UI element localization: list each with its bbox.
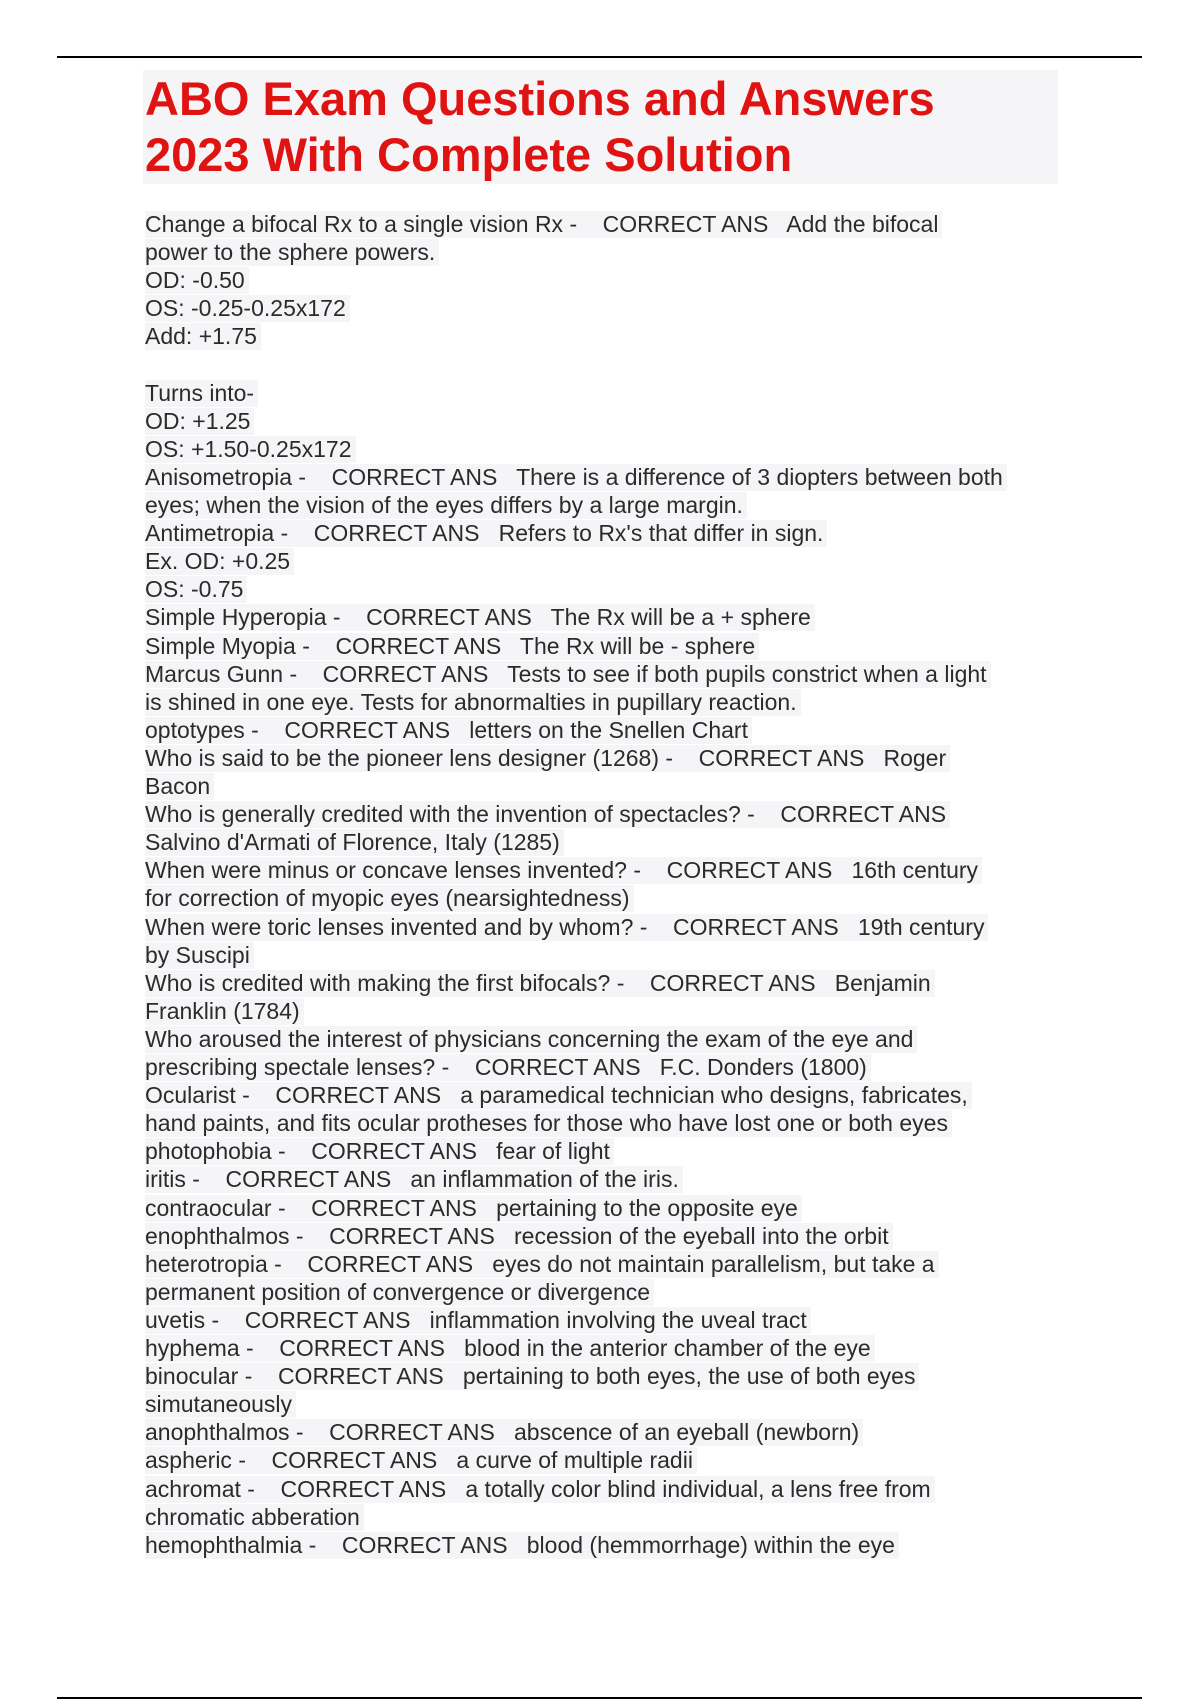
bottom-rule (57, 1697, 1142, 1699)
qa-line: optotypes - CORRECT ANS letters on the Snellen Chart (145, 717, 752, 744)
qa-line: prescribing spectale lenses? - CORRECT ANS F.C. Donders (1800) (145, 1054, 871, 1081)
qa-line: Antimetropia - CORRECT ANS Refers to Rx's that differ in sign. (145, 520, 827, 547)
qa-line: by Suscipi (145, 942, 254, 969)
qa-line: Who is said to be the pioneer lens designer (1268) - CORRECT ANS Roger (145, 745, 950, 772)
qa-line: Bacon (145, 773, 214, 800)
qa-line: OS: -0.25-0.25x172 (145, 295, 350, 322)
qa-line: is shined in one eye. Tests for abnormalties in pupillary reaction. (145, 689, 801, 716)
qa-line: Marcus Gunn - CORRECT ANS Tests to see if both pupils constrict when a light (145, 661, 991, 688)
qa-line: When were minus or concave lenses invented? - CORRECT ANS 16th century (145, 857, 982, 884)
qa-line: power to the sphere powers. (145, 239, 439, 266)
qa-line: Franklin (1784) (145, 998, 304, 1025)
qa-line: permanent position of convergence or divergence (145, 1279, 654, 1306)
qa-line: uvetis - CORRECT ANS inflammation involving the uveal tract (145, 1307, 811, 1334)
qa-line: Simple Myopia - CORRECT ANS The Rx will be - sphere (145, 633, 759, 660)
qa-line: Add: +1.75 (145, 323, 261, 350)
qa-line: Ocularist - CORRECT ANS a paramedical technician who designs, fabricates, (145, 1082, 972, 1109)
qa-line: eyes; when the vision of the eyes differs by a large margin. (145, 492, 747, 519)
qa-line: Who is generally credited with the invention of spectacles? - CORRECT ANS (145, 801, 950, 828)
qa-line: hand paints, and fits ocular protheses for those who have lost one or both eyes (145, 1110, 952, 1137)
qa-line: Change a bifocal Rx to a single vision Rx - CORRECT ANS Add the bifocal (145, 211, 942, 238)
qa-line: hemophthalmia - CORRECT ANS blood (hemmorrhage) within the eye (145, 1532, 899, 1559)
qa-line: Salvino d'Armati of Florence, Italy (1285) (145, 829, 564, 856)
qa-line: for correction of myopic eyes (nearsightedness) (145, 885, 634, 912)
qa-line: Anisometropia - CORRECT ANS There is a difference of 3 diopters between both (145, 464, 1007, 491)
qa-line: Ex. OD: +0.25 (145, 548, 294, 575)
qa-line: aspheric - CORRECT ANS a curve of multiple radii (145, 1447, 697, 1474)
qa-line: photophobia - CORRECT ANS fear of light (145, 1138, 614, 1165)
qa-line: contraocular - CORRECT ANS pertaining to the opposite eye (145, 1195, 802, 1222)
qa-line: iritis - CORRECT ANS an inflammation of the iris. (145, 1166, 683, 1193)
qa-line: OS: +1.50-0.25x172 (145, 436, 356, 463)
qa-line: When were toric lenses invented and by whom? - CORRECT ANS 19th century (145, 914, 988, 941)
qa-line: chromatic abberation (145, 1504, 364, 1531)
page-title-line-1: ABO Exam Questions and Answers (145, 72, 935, 125)
qa-line: achromat - CORRECT ANS a totally color blind individual, a lens free from (145, 1476, 935, 1503)
qa-line: anophthalmos - CORRECT ANS abscence of an eyeball (newborn) (145, 1419, 863, 1446)
qa-line: Simple Hyperopia - CORRECT ANS The Rx will be a + sphere (145, 604, 815, 631)
qa-line: binocular - CORRECT ANS pertaining to both eyes, the use of both eyes (145, 1363, 919, 1390)
qa-line: Who aroused the interest of physicians concerning the exam of the eye and (145, 1026, 917, 1053)
qa-line: enophthalmos - CORRECT ANS recession of the eyeball into the orbit (145, 1223, 893, 1250)
qa-line: simutaneously (145, 1391, 296, 1418)
qa-line: Turns into- (145, 380, 258, 407)
qa-line: hyphema - CORRECT ANS blood in the anterior chamber of the eye (145, 1335, 875, 1362)
qa-line: Who is credited with making the first bifocals? - CORRECT ANS Benjamin (145, 970, 935, 997)
qa-line: OD: -0.50 (145, 267, 249, 294)
qa-line: heterotropia - CORRECT ANS eyes do not maintain parallelism, but take a (145, 1251, 939, 1278)
qa-line: OS: -0.75 (145, 576, 247, 603)
qa-line: OD: +1.25 (145, 408, 254, 435)
page-title-line-2: 2023 With Complete Solution (145, 128, 793, 181)
